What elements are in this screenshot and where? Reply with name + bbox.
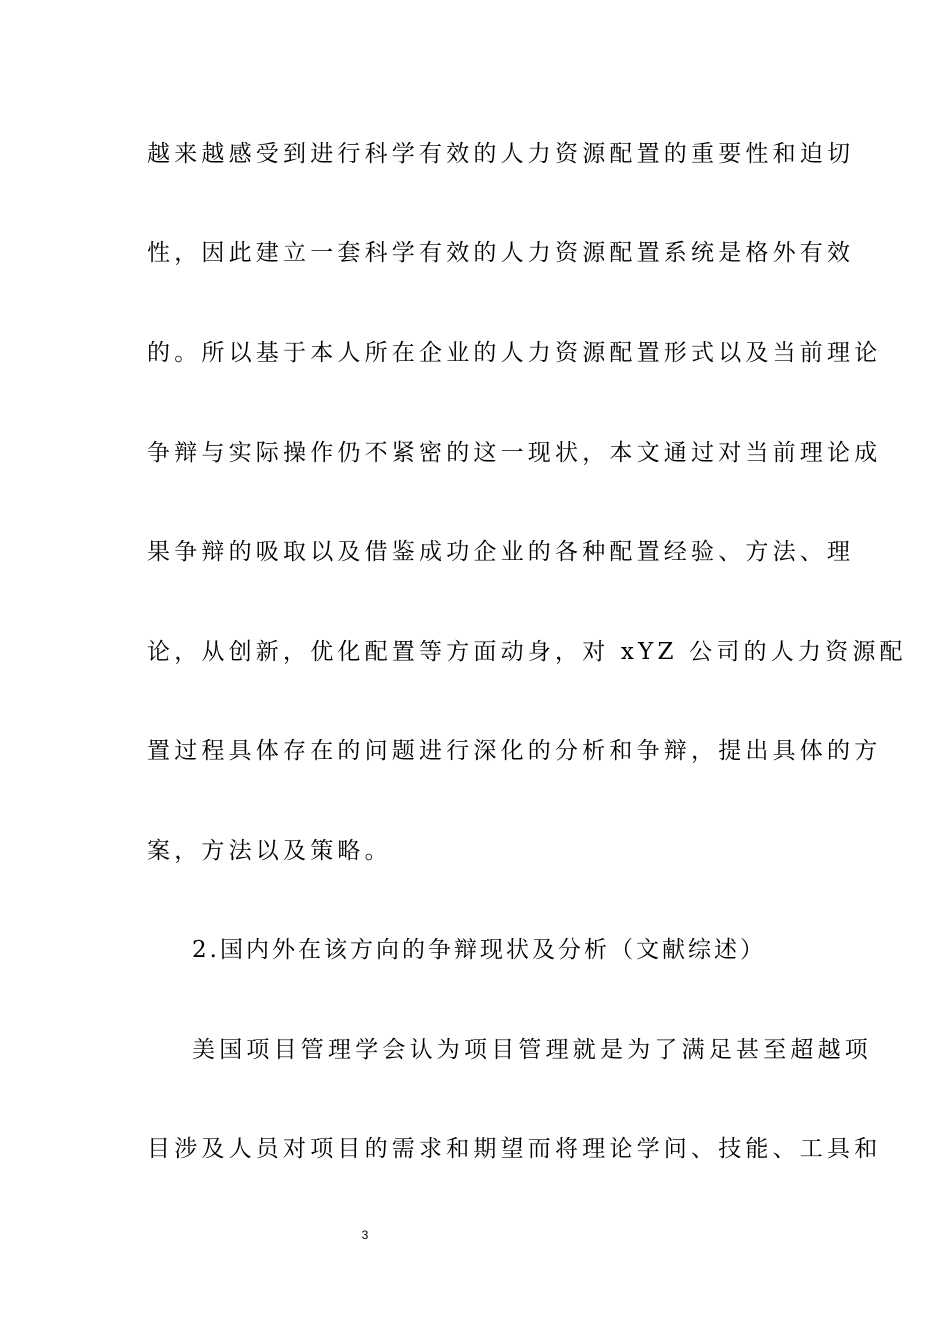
paragraph-line-6: 论，从创新，优化配置等方面动身，对 xYZ 公司的人力资源配 [147, 639, 907, 665]
paragraph2-line-2: 目涉及人员对项目的需求和期望而将理论学问、技能、工具和 [147, 1136, 882, 1162]
section-heading: 2.国内外在该方向的争辩现状及分析（文献综述） [192, 937, 766, 963]
page-number: 3 [361, 1228, 369, 1242]
paragraph-line-1: 越来越感受到进行科学有效的人力资源配置的重要性和迫切 [147, 141, 855, 167]
paragraph2-line-1: 美国项目管理学会认为项目管理就是为了满足甚至超越项 [192, 1037, 872, 1063]
paragraph-line-3: 的。所以基于本人所在企业的人力资源配置形式以及当前理论 [147, 340, 882, 366]
paragraph-line-5: 果争辩的吸取以及借鉴成功企业的各种配置经验、方法、理 [147, 539, 855, 565]
paragraph-line-4: 争辩与实际操作仍不紧密的这一现状，本文通过对当前理论成 [147, 440, 882, 466]
paragraph-line-8: 案，方法以及策略。 [147, 838, 392, 864]
paragraph-line-7: 置过程具体存在的问题进行深化的分析和争辩，提出具体的方 [147, 738, 882, 764]
paragraph-line-2: 性，因此建立一套科学有效的人力资源配置系统是格外有效 [147, 240, 855, 266]
